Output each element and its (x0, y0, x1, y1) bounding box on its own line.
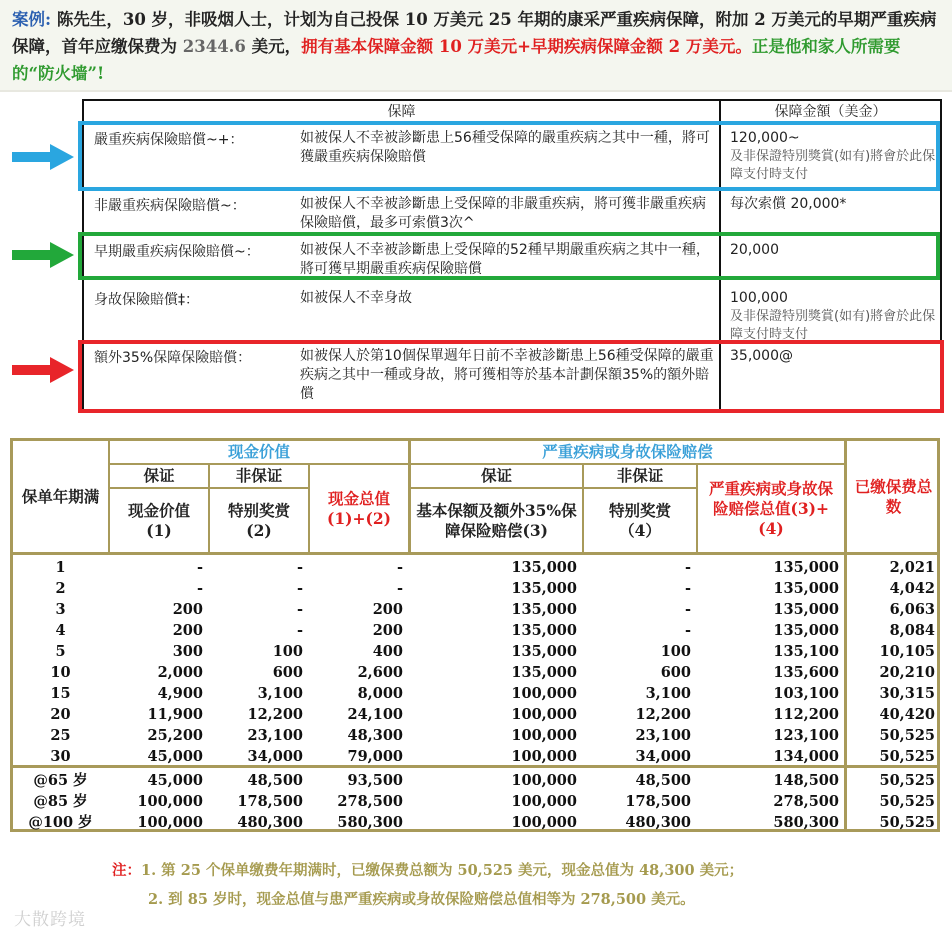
table-cell: 79,000 (347, 748, 403, 765)
table-cell: 100,000 (137, 814, 203, 831)
table-cell: 135,000 (511, 559, 577, 576)
table-cell: 93,500 (347, 772, 403, 789)
green-arrow-icon (12, 242, 74, 268)
table-cell: 135,000 (511, 601, 577, 618)
protection-header-right: 保障金額（美金） (721, 101, 940, 125)
table-cell: 200 (372, 601, 403, 618)
table-cell: 48,500 (247, 772, 303, 789)
protection-name: 早期嚴重疾病保險賠償~： (94, 244, 260, 260)
header-claim: 严重疾病或身故保险赔偿 (542, 442, 713, 461)
table-cell: 178,500 (237, 793, 303, 810)
header-col-2: 特别奖赏(2) (227, 500, 290, 540)
table-cell: 200 (172, 622, 203, 639)
table-cell: 600 (660, 664, 691, 681)
table-cell: 100,000 (137, 793, 203, 810)
table-cell: 135,000 (511, 622, 577, 639)
table-cell: 400 (372, 643, 403, 660)
protection-name: 嚴重疾病保險賠償~+： (94, 132, 244, 148)
table-cell: 12,200 (247, 706, 303, 723)
row-label: @85 岁 (33, 793, 88, 810)
table-cell: 580,300 (337, 814, 403, 831)
header-guaranteed: 保证 (143, 466, 175, 485)
protection-amount: 每次索償 20,000* (730, 196, 847, 212)
table-cell: 135,100 (773, 643, 839, 660)
protection-desc: 如被保人於第10個保單週年日前不幸被診斷患上56種受保障的嚴重疾病之其中一種或身故，將可獲相等於基本計劃保額35%的額外賠償 (300, 348, 714, 402)
table-cell: 50,525 (879, 748, 935, 765)
row-label: 1 (55, 559, 66, 576)
table-cell: - (396, 559, 403, 576)
table-cell: 2,600 (357, 664, 403, 681)
table-cell: 23,100 (635, 727, 691, 744)
blue-arrow-icon (12, 144, 74, 170)
table-cell: 8,084 (889, 622, 935, 639)
table-cell: 135,000 (773, 580, 839, 597)
table-cell: 200 (172, 601, 203, 618)
table-cell: 23,100 (247, 727, 303, 744)
table-cell: 580,300 (773, 814, 839, 831)
table-cell: 135,600 (773, 664, 839, 681)
cash-value-table (10, 438, 940, 832)
row-label: 10 (50, 664, 71, 681)
protection-amount: 35,000@ (730, 348, 793, 364)
table-cell: 34,000 (635, 748, 691, 765)
table-cell: 123,100 (773, 727, 839, 744)
header-non-guaranteed: 非保证 (235, 466, 283, 485)
protection-header-left: 保障 (84, 101, 719, 125)
table-cell: 135,000 (511, 580, 577, 597)
header-col-1: 现金价值(1) (127, 500, 190, 540)
table-cell: 480,300 (237, 814, 303, 831)
header-col-4: 特别奖赏（4） (608, 500, 671, 540)
notes-prefix: 注： (112, 862, 141, 879)
table-cell: 135,000 (773, 601, 839, 618)
table-cell: 135,000 (773, 622, 839, 639)
table-cell: - (396, 580, 403, 597)
table-cell: 45,000 (147, 772, 203, 789)
table-cell: 20,210 (879, 664, 935, 681)
protection-amount-note: 及非保證特別獎賞(如有)將會於此保障支付時支付 (730, 149, 936, 182)
table-cell: 48,300 (347, 727, 403, 744)
table-cell: 50,525 (879, 772, 935, 789)
table-cell: - (296, 580, 303, 597)
highlight-box-green (78, 232, 940, 280)
protection-amount: 100,000 (730, 290, 788, 306)
table-cell: - (296, 622, 303, 639)
table-cell: 100 (660, 643, 691, 660)
table-cell: 50,525 (879, 727, 935, 744)
case-highlight-green: 正是他和家人所需要的“防火墙”! (12, 37, 901, 83)
row-label: 15 (50, 685, 71, 702)
table-cell: 11,900 (147, 706, 203, 723)
table-cell: 3,100 (257, 685, 303, 702)
case-intro (0, 0, 952, 90)
notes (112, 856, 743, 914)
table-cell: 50,525 (879, 814, 935, 831)
table-cell: 600 (272, 664, 303, 681)
header-cash-total: 现金总值(1)+(2) (327, 488, 391, 528)
table-cell: - (196, 580, 203, 597)
protection-amount: 20,000 (730, 242, 779, 258)
protection-desc: 如被保人不幸被診斷患上受保障的非嚴重疾病，將可獲非嚴重疾病保險賠償，最多可索償3次^ (300, 196, 706, 231)
row-label: 5 (55, 643, 66, 660)
row-label: 4 (55, 622, 66, 639)
table-cell: 8,000 (357, 685, 403, 702)
protection-row-death (84, 283, 940, 341)
highlight-box-blue (78, 121, 940, 191)
protection-name: 額外35%保障保險賠償： (94, 350, 252, 366)
table-cell: 6,063 (889, 601, 935, 618)
table-cell: 34,000 (247, 748, 303, 765)
table-cell: 135,000 (511, 664, 577, 681)
header-claim-total: 严重疾病或身故保险赔偿总值(3)+(4) (708, 478, 833, 538)
table-cell: 135,000 (773, 559, 839, 576)
table-cell: - (196, 559, 203, 576)
header-non-guaranteed-2: 非保证 (616, 466, 664, 485)
header-premium-paid: 已缴保费总数 (854, 476, 933, 516)
table-cell: 12,200 (635, 706, 691, 723)
case-text-2: 美元， (245, 37, 302, 56)
red-arrow-icon (12, 357, 74, 383)
protection-amount-note: 及非保證特別獎賞(如有)將會於此保障支付時支付 (730, 309, 936, 342)
row-label: 25 (50, 727, 71, 744)
protection-desc: 如被保人不幸身故 (300, 290, 412, 306)
protection-desc: 如被保人不幸被診斷患上受保障的52種早期嚴重疾病之其中一種，將可獲早期嚴重疾病保險賠償 (300, 242, 710, 277)
table-cell: - (684, 580, 691, 597)
case-premium: 2344.6 (182, 37, 246, 56)
protection-name: 身故保險賠償‡： (94, 292, 199, 308)
case-label: 案例: (12, 10, 52, 29)
table-cell: 100,000 (511, 772, 577, 789)
table-cell: 278,500 (773, 793, 839, 810)
table-cell: 100,000 (511, 748, 577, 765)
table-cell: 10,105 (879, 643, 935, 660)
protection-desc: 如被保人不幸被診斷患上56種受保障的嚴重疾病之其中一種，將可獲嚴重疾病保險賠償 (300, 130, 710, 165)
row-label: 20 (50, 706, 71, 723)
table-cell: 3,100 (645, 685, 691, 702)
protection-name: 非嚴重疾病保險賠償~： (94, 198, 246, 214)
protection-amount: 120,000~ (730, 130, 800, 146)
table-cell: 300 (172, 643, 203, 660)
table-cell: 148,500 (773, 772, 839, 789)
case-text-1: 陈先生，30 岁，非吸烟人士，计划为自己投保 10 万美元 25 年期的康采严重疾病保障，附加 2 万美元的早期严重疾病保障，首年应缴保费为 (12, 10, 937, 56)
table-cell: 100,000 (511, 814, 577, 831)
note-2: 2. 到 85 岁时，现金总值与患严重疾病或身故保险赔偿总值相等为 278,500 美元。 (148, 891, 695, 908)
table-cell: - (296, 601, 303, 618)
header-policy-year: 保单年期满 (21, 486, 100, 506)
table-cell: 2,021 (889, 559, 935, 576)
table-cell: 4,900 (157, 685, 203, 702)
note-1: 1. 第 25 个保单缴费年期满时，已缴保费总额为 50,525 美元，现金总值为 48,300 美元； (141, 862, 744, 879)
header-cash-value: 现金价值 (227, 442, 290, 461)
table-cell: 2,000 (157, 664, 203, 681)
highlight-box-red (78, 340, 944, 413)
row-label: 2 (55, 580, 66, 597)
table-cell: 112,200 (773, 706, 839, 723)
table-cell: 25,200 (147, 727, 203, 744)
table-cell: 480,300 (625, 814, 691, 831)
table-cell: 100,000 (511, 685, 577, 702)
protection-row-non-critical (84, 189, 940, 235)
intro-divider (0, 90, 952, 92)
header-col-3: 基本保额及额外35%保障保险赔偿(3) (416, 500, 577, 540)
table-cell: 30,315 (879, 685, 935, 702)
row-label: 30 (50, 748, 71, 765)
row-label: @65 岁 (33, 772, 88, 789)
table-cell: 100,000 (511, 727, 577, 744)
table-cell: 278,500 (337, 793, 403, 810)
row-label: @100 岁 (28, 814, 93, 831)
table-cell: - (684, 601, 691, 618)
watermark: 大散跨境 (14, 910, 86, 930)
table-cell: 135,000 (511, 643, 577, 660)
table-cell: 134,000 (773, 748, 839, 765)
table-cell: 50,525 (879, 793, 935, 810)
table-cell: 24,100 (347, 706, 403, 723)
case-highlight-red: 拥有基本保障金额 10 万美元+早期疾病保障金额 2 万美元。 (301, 37, 752, 56)
table-cell: 100,000 (511, 706, 577, 723)
table-cell: 100 (272, 643, 303, 660)
header-guaranteed-2: 保证 (480, 466, 512, 485)
table-cell: 40,420 (879, 706, 935, 723)
table-cell: 103,100 (773, 685, 839, 702)
row-label: 3 (55, 601, 66, 618)
table-cell: 4,042 (889, 580, 935, 597)
table-cell: 100,000 (511, 793, 577, 810)
table-cell: - (684, 559, 691, 576)
table-cell: - (296, 559, 303, 576)
table-cell: - (684, 622, 691, 639)
table-cell: 48,500 (635, 772, 691, 789)
table-cell: 45,000 (147, 748, 203, 765)
table-cell: 178,500 (625, 793, 691, 810)
table-cell: 200 (372, 622, 403, 639)
